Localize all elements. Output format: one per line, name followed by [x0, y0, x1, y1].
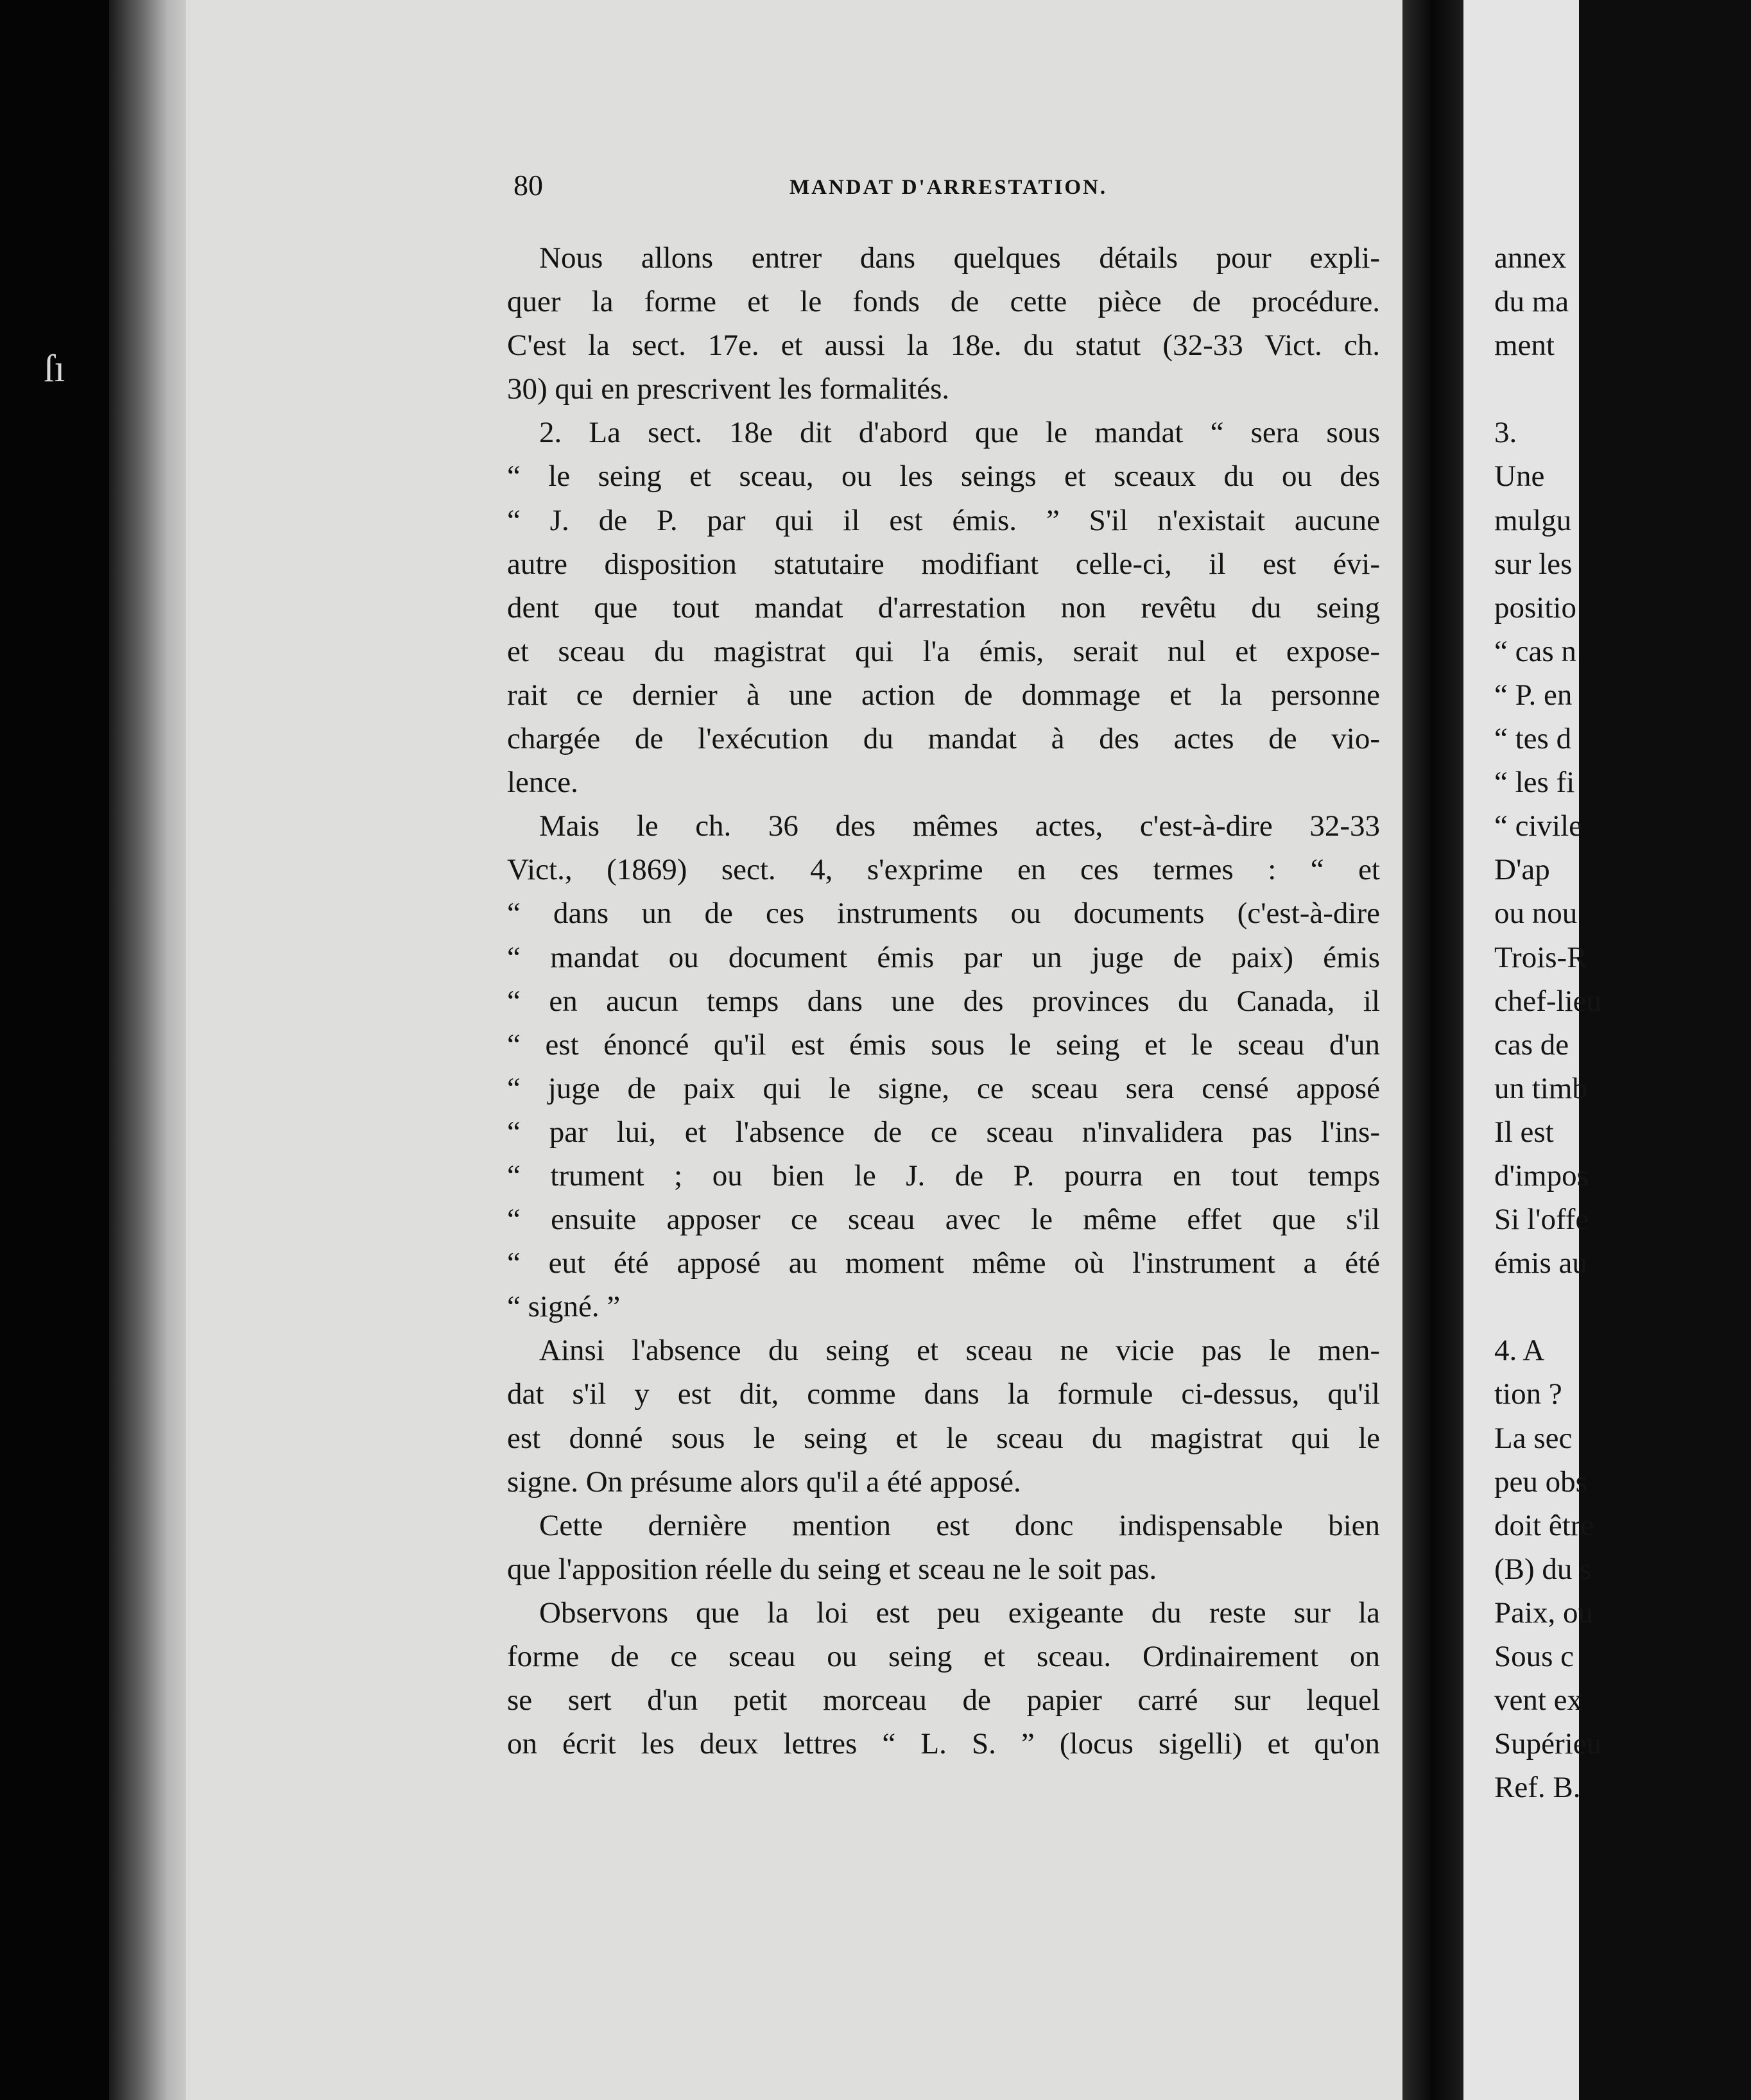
- text-line: que l'apposition réelle du seing et sceau ne le soit pas.: [507, 1552, 1157, 1586]
- facing-page-line: [1494, 1285, 1751, 1329]
- facing-page-line: cas de: [1494, 1028, 1569, 1062]
- facing-page: [1463, 0, 1602, 2100]
- text-line: “ juge de paix qui le signe, ce sceau sera censé apposé: [507, 1071, 1380, 1105]
- facing-page-line: “ cas n: [1494, 634, 1576, 668]
- text-line: Vict., (1869) sect. 4, s'exprime en ces termes : “ et: [507, 853, 1380, 887]
- text-line: 2. La sect. 18e dit d'abord que le mandat “ sera sous: [539, 416, 1380, 450]
- facing-page-line: Supérieu: [1494, 1727, 1602, 1761]
- text-line: “ par lui, et l'absence de ce sceau n'invalidera pas l'ins-: [507, 1115, 1380, 1149]
- facing-page-line: doit être: [1494, 1508, 1594, 1542]
- text-line: “ le seing et sceau, ou les seings et sceaux du ou des: [507, 460, 1380, 494]
- facing-page-line: (B) du s: [1494, 1552, 1592, 1586]
- page-number: 80: [513, 169, 543, 202]
- facing-page-line: positio: [1494, 590, 1576, 624]
- text-line: “ ensuite apposer ce sceau avec le même effet que s'il: [507, 1203, 1380, 1237]
- text-line: et sceau du magistrat qui l'a émis, serait nul et expose-: [507, 634, 1380, 668]
- facing-page-line: du ma: [1494, 285, 1569, 319]
- facing-page-text: [1494, 236, 1751, 1809]
- facing-page-line: [1494, 367, 1751, 411]
- facing-page-line: “ tes d: [1494, 722, 1572, 756]
- text-line: “ signé. ”: [507, 1290, 621, 1324]
- facing-page-line: “ civile: [1494, 809, 1583, 843]
- text-line: quer la forme et le fonds de cette pièce de procédure.: [507, 285, 1380, 319]
- facing-page-line: “ P. en: [1494, 678, 1573, 712]
- text-line: Nous allons entrer dans quelques détails pour expli-: [539, 241, 1380, 275]
- facing-page-line: Ref. B.: [1494, 1771, 1581, 1805]
- facing-page-line: ou nou: [1494, 897, 1578, 931]
- text-line: Cette dernière mention est donc indispensable bien: [539, 1508, 1380, 1542]
- facing-page-line: peu obs: [1494, 1465, 1587, 1499]
- text-line: chargée de l'exécution du mandat à des actes de vio-: [507, 722, 1380, 756]
- text-line: “ eut été apposé au moment même où l'instrument a été: [507, 1246, 1380, 1280]
- text-line: dat s'il y est dit, comme dans la formule ci-dessus, qu'il: [507, 1377, 1380, 1411]
- text-line: rait ce dernier à une action de dommage et la personne: [507, 678, 1380, 712]
- facing-page-line: Une: [1494, 460, 1545, 494]
- facing-page-line: émis au: [1494, 1246, 1587, 1280]
- facing-page-line: Il est: [1494, 1115, 1554, 1149]
- book-spine: [1402, 0, 1463, 2100]
- text-line: “ mandat ou document émis par un juge de paix) émis: [507, 940, 1380, 974]
- text-line: dent que tout mandat d'arrestation non revêtu du seing: [507, 590, 1380, 624]
- text-line: 30) qui en prescrivent les formalités.: [507, 372, 950, 406]
- facing-page-line: ment: [1494, 329, 1555, 363]
- text-line: autre disposition statutaire modifiant celle-ci, il est évi-: [507, 547, 1380, 581]
- text-line: lence.: [507, 766, 578, 800]
- text-line: Mais le ch. 36 des mêmes actes, c'est-à-dire 32-33: [539, 809, 1380, 843]
- facing-page-line: Trois-R: [1494, 940, 1587, 974]
- text-line: forme de ce sceau ou seing et sceau. Ordinairement on: [507, 1640, 1380, 1673]
- facing-page-line: d'impos: [1494, 1158, 1589, 1192]
- facing-page-line: annex: [1494, 241, 1567, 275]
- text-line: signe. On présume alors qu'il a été apposé.: [507, 1465, 1021, 1499]
- facing-page-line: un timb: [1494, 1071, 1587, 1105]
- facing-page-line: sur les: [1494, 547, 1573, 581]
- facing-page-line: tion ?: [1494, 1377, 1562, 1411]
- text-line: “ dans un de ces instruments ou documents (c'est-à-dire: [507, 897, 1380, 931]
- facing-page-line: Sous c: [1494, 1640, 1574, 1673]
- facing-page-line: vent ex: [1494, 1683, 1583, 1717]
- body-text: [507, 236, 1380, 1766]
- facing-page-line: 4. A: [1494, 1334, 1545, 1368]
- text-line: on écrit les deux lettres “ L. S. ” (locus sigelli) et qu'on: [507, 1727, 1380, 1761]
- text-line: est donné sous le seing et le sceau du magistrat qui le: [507, 1421, 1380, 1455]
- facing-page-line: “ les fi: [1494, 766, 1575, 800]
- facing-page-line: Si l'offe: [1494, 1203, 1589, 1237]
- facing-page-line: chef-lieu: [1494, 984, 1602, 1018]
- text-line: “ en aucun temps dans une des provinces du Canada, il: [507, 984, 1380, 1018]
- text-line: “ est énoncé qu'il est émis sous le seing et le sceau d'un: [507, 1028, 1380, 1062]
- facing-page-line: D'ap: [1494, 853, 1550, 887]
- text-line: “ J. de P. par qui il est émis. ” S'il n'existait aucune: [507, 503, 1380, 537]
- running-head: MANDAT D'ARRESTATION.: [789, 176, 1108, 199]
- facing-page-line: Paix, ou: [1494, 1596, 1594, 1630]
- page-stack-edge: [109, 0, 193, 2100]
- text-line: Ainsi l'absence du seing et sceau ne vicie pas le men-: [539, 1334, 1380, 1368]
- text-line: Observons que la loi est peu exigeante du reste sur la: [539, 1596, 1380, 1630]
- facing-page-line: La sec: [1494, 1421, 1573, 1455]
- text-line: se sert d'un petit morceau de papier carré sur lequel: [507, 1683, 1380, 1717]
- text-line: “ trument ; ou bien le J. de P. pourra en tout temps: [507, 1158, 1380, 1192]
- margin-mark: ſı: [44, 347, 65, 390]
- facing-page-line: mulgu: [1494, 503, 1572, 537]
- text-line: C'est la sect. 17e. et aussi la 18e. du statut (32-33 Vict. ch.: [507, 329, 1380, 363]
- facing-page-line: 3.: [1494, 416, 1517, 450]
- page-header: [513, 168, 1412, 207]
